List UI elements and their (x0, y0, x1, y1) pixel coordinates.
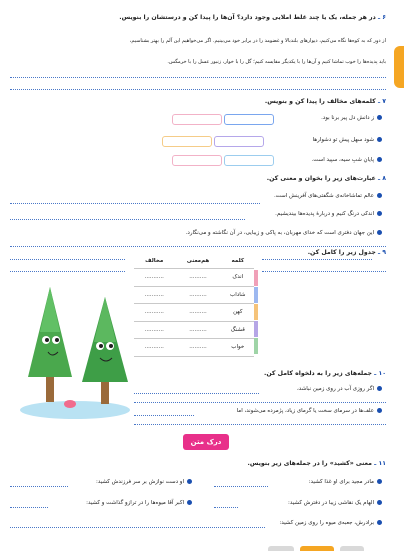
table-word-cell: شاداب (222, 286, 254, 304)
question-8-title (267, 175, 386, 182)
trees-illustration (10, 282, 140, 422)
answer-line[interactable] (10, 507, 48, 508)
row-stripe (254, 304, 258, 320)
item-text: اندکی درنگ کنیم و دربارهٔ پدیده‌ها بیندیشیم. (275, 211, 374, 217)
row-stripe (254, 270, 258, 286)
item-text: عالم تماشاخانه‌ی شگفتی‌های آفرینش است. (273, 193, 374, 199)
question-text: عبارت‌های زیر را بخوان و معنی کن. (266, 175, 376, 182)
col-header-word: کلمه (222, 254, 254, 269)
question-number: ۱۱ ـ (374, 460, 386, 467)
answer-cell[interactable]: ........... (134, 286, 174, 304)
answer-line[interactable] (134, 393, 259, 394)
bullet-icon (187, 500, 192, 505)
q8-item-1 (274, 193, 382, 199)
question-number: ۶ ـ (377, 14, 386, 21)
answer-line[interactable] (10, 271, 125, 272)
question-9-title (308, 249, 386, 256)
question-6-title (119, 14, 386, 21)
bullet-icon (377, 500, 382, 505)
question-10-title (264, 370, 386, 377)
question-text: کلمه‌های مخالف را پیدا کن و بنویس. (264, 98, 376, 105)
table-row (134, 339, 254, 357)
col-header-synonym: هم‌معنی (174, 254, 221, 269)
q7-item-3 (311, 157, 382, 163)
answer-line[interactable] (10, 89, 386, 90)
question-text: جدول زیر را کامل کن. (307, 249, 376, 256)
q11-item-5 (279, 520, 382, 526)
q10-item-1 (297, 386, 382, 392)
item-text: برادرش، جعبه‌ی میوه را روی زمین کشید: (279, 520, 374, 526)
item-text: شود سهل پیش تو دشوارها (312, 137, 374, 143)
footer-mark (300, 546, 334, 551)
q7-item-2 (313, 137, 382, 143)
row-stripe (254, 287, 258, 303)
answer-line[interactable] (10, 486, 68, 487)
answer-line[interactable] (134, 424, 386, 425)
bullet-icon (377, 211, 382, 216)
answer-box[interactable] (172, 155, 222, 166)
row-stripe (254, 338, 258, 354)
q11-item-2 (96, 479, 192, 485)
answer-box[interactable] (172, 114, 222, 125)
item-text: علف‌ها در سرمای سخت یا گرمای زیاد، پژمرده می‌شوند، اما (236, 408, 374, 414)
item-text: اگر روزی آب در روی زمین نباشد، (297, 386, 374, 392)
item-text: الهام یک نقاشی زیبا در دفترش کشید: (288, 500, 374, 506)
item-text: مادر مجید برای او غذا کشید: (308, 479, 374, 485)
question-number: ۸ ـ (377, 175, 386, 182)
answer-cell[interactable]: .......... (174, 304, 221, 322)
table-word-cell: قشنگ (222, 321, 254, 339)
q10-item-2 (237, 408, 382, 414)
table-row (134, 286, 254, 304)
table-row (134, 321, 254, 339)
answer-line[interactable] (10, 77, 386, 78)
answer-cell[interactable]: ........... (134, 339, 174, 357)
vocab-table (134, 254, 254, 357)
bullet-icon (377, 137, 382, 142)
bullet-icon (377, 115, 382, 120)
bullet-icon (377, 193, 382, 198)
q6-paragraph-line-1: از دور که به کوه‌ها نگاه می‌کنیم، دیوارهای بلندبالا و غضومد را در برابر خود می‌بینیم. اگر می‌خواهیم این آلم را بهتر بشناسیم، (129, 38, 386, 44)
table-row (134, 304, 254, 322)
table-word-cell: خواب (222, 339, 254, 357)
question-7-title (265, 98, 386, 105)
answer-line[interactable] (10, 219, 245, 220)
table-word-cell: اندک (222, 269, 254, 287)
bullet-icon (377, 479, 382, 484)
answer-line[interactable] (214, 486, 268, 487)
question-number: ۱۰ ـ (374, 370, 386, 377)
answer-box[interactable] (162, 136, 212, 147)
question-11-title (248, 460, 387, 467)
item-text: پایانِ شبِ سیه، سپید است. (311, 157, 374, 163)
item-text: این جهان دفتری است که خدای مهربان، به پاکی و زیبایی، در آن نگاشته و می‌نگارد. (185, 230, 374, 236)
bullet-icon (187, 479, 192, 484)
table-row (134, 269, 254, 287)
footer-mark (340, 546, 364, 551)
answer-line[interactable] (10, 203, 260, 204)
item-text: او دست نوازش بر سر فرزندش کشید: (96, 479, 184, 485)
answer-line[interactable] (10, 527, 265, 528)
page-edge-tab (394, 46, 404, 88)
question-text: معنی «کشید» را در جمله‌های زیر بنویس. (247, 460, 372, 467)
bullet-icon (377, 520, 382, 525)
q7-item-1 (321, 115, 382, 121)
comprehension-badge: درک متن (183, 434, 229, 450)
answer-box[interactable] (224, 114, 274, 125)
question-text: در هر جمله، یک یا چند غلط املایی وجود دارد؟ آن‌ها را پیدا کن و درستشان را بنویس. (119, 14, 376, 21)
answer-cell[interactable]: ........... (134, 304, 174, 322)
footer-mark (268, 546, 294, 551)
row-stripe (254, 321, 258, 337)
question-text: جمله‌های زیر را به دلخواه کامل کن. (264, 370, 372, 377)
q11-item-3 (288, 500, 382, 506)
answer-cell[interactable]: .......... (174, 339, 221, 357)
table-word-cell: کهن (222, 304, 254, 322)
question-number: ۷ ـ (377, 98, 386, 105)
q11-item-1 (309, 479, 382, 485)
q8-item-3 (186, 230, 382, 236)
q6-paragraph-line-2: باید پدیده‌ها را خوب تماشا کنیم و آن‌ها را با یکدیگر مقایسه کنیم؛ گل را با خوار، زنبور عسل را با خرمگس. (167, 59, 386, 65)
answer-cell[interactable]: ........... (134, 321, 174, 339)
answer-line[interactable] (214, 507, 238, 508)
q11-item-4 (86, 500, 192, 506)
answer-line[interactable] (10, 259, 125, 260)
answer-cell[interactable]: .......... (174, 269, 221, 287)
question-number: ۹ ـ (377, 249, 386, 256)
answer-line[interactable] (262, 271, 386, 272)
answer-cell[interactable]: .......... (174, 321, 221, 339)
bullet-icon (377, 386, 382, 391)
answer-box[interactable] (224, 155, 274, 166)
item-text: ز دانش دل پیر برنا بود. (321, 115, 374, 121)
bullet-icon (377, 157, 382, 162)
answer-line[interactable] (134, 402, 386, 403)
item-text: اکبر آقا میوه‌ها را در ترازو گذاشت و کشید: (86, 500, 184, 506)
bullet-icon (377, 408, 382, 413)
answer-line[interactable] (262, 259, 372, 260)
bullet-icon (377, 230, 382, 235)
answer-line[interactable] (134, 415, 194, 416)
answer-cell[interactable]: .......... (174, 286, 221, 304)
answer-box[interactable] (214, 136, 264, 147)
answer-line[interactable] (10, 246, 386, 247)
col-header-antonym: مخالف (134, 254, 174, 269)
q8-item-2 (275, 211, 382, 217)
answer-cell[interactable]: ........... (134, 269, 174, 287)
